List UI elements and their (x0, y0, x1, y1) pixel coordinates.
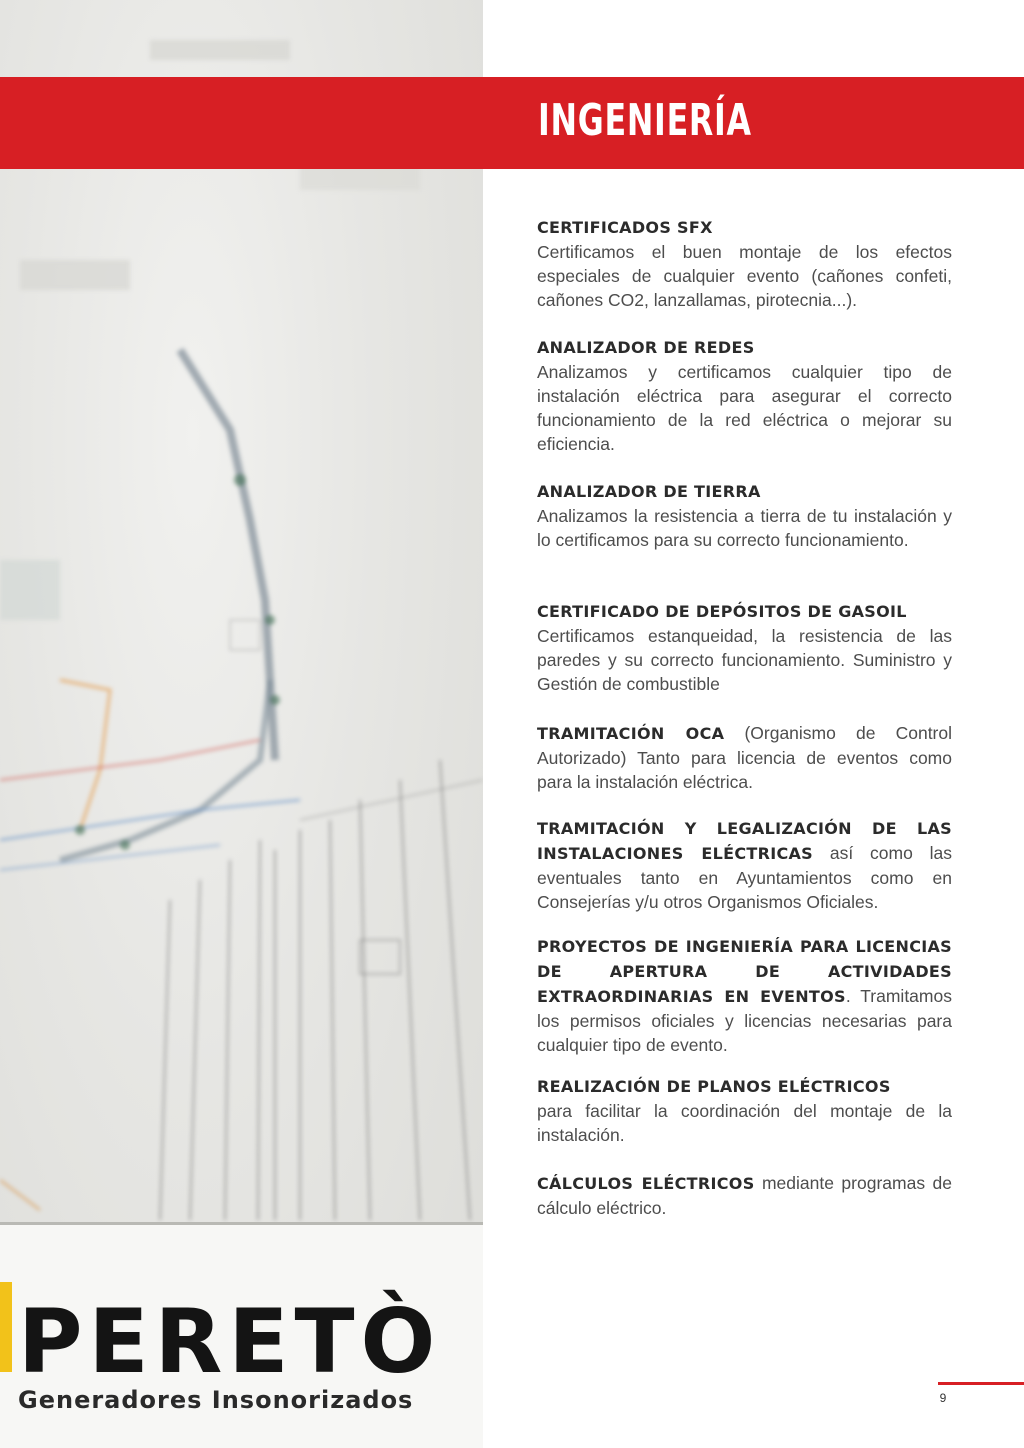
page-title: INGENIERÍA (538, 95, 752, 146)
service-heading: CÁLCULOS ELÉCTRICOS (537, 1174, 755, 1193)
service-section (537, 816, 952, 914)
service-section (537, 934, 952, 1057)
page-number: 9 (939, 1391, 947, 1405)
service-description: Certificamos el buen montaje de los efectos especiales de cualquier evento (cañones confeti, cañones CO2, lanzallamas, pirotecnia...). (537, 242, 952, 310)
service-description: Certificamos estanqueidad, la resistencia de las paredes y su correcto funcionamiento. Suministro y Gestión de combustible (537, 626, 952, 694)
service-description: . Tramitamos los permisos oficiales y licencias necesarias para cualquier tipo de evento. (537, 986, 952, 1055)
service-description: (Organismo de Control Autorizado) Tanto para licencia de eventos como para la instalación eléctrica. (537, 723, 952, 792)
service-heading: REALIZACIÓN DE PLANOS ELÉCTRICOS (537, 1077, 891, 1096)
service-section (537, 721, 952, 794)
service-heading: TRAMITACIÓN Y LEGALIZACIÓN DE LAS INSTALACIONES ELÉCTRICAS (537, 819, 952, 863)
service-heading: CERTIFICADOS SFX (537, 218, 713, 237)
title-band (0, 77, 1024, 169)
service-section (537, 336, 952, 456)
service-description: Analizamos y certificamos cualquier tipo de instalación eléctrica para asegurar el correcto funcionamiento de la red eléctrica o mejorar su eficiencia. (537, 362, 952, 454)
service-heading: TRAMITACIÓN OCA (537, 724, 725, 743)
service-section (537, 600, 952, 696)
footer-rule (938, 1382, 1024, 1385)
brand-logo-mark (0, 1282, 12, 1372)
service-section (537, 216, 952, 312)
service-description: así como las eventuales tanto en Ayuntamientos como en Consejerías y/u otros Organismos Oficiales. (537, 843, 952, 912)
service-heading: PROYECTOS DE INGENIERÍA PARA LICENCIAS DE APERTURA DE ACTIVIDADES EXTRAORDINARIAS EN EVENTOS (537, 937, 952, 1006)
service-heading: CERTIFICADO DE DEPÓSITOS DE GASOIL (537, 602, 907, 621)
service-section (537, 1171, 952, 1220)
service-section (537, 480, 952, 552)
service-description: mediante programas de cálculo eléctrico. (537, 1173, 952, 1218)
service-description: para facilitar la coordinación del montaje de la instalación. (537, 1101, 952, 1145)
brand-tagline: Generadores Insonorizados (18, 1386, 414, 1414)
blueprint-photo (0, 0, 483, 1448)
service-heading: ANALIZADOR DE TIERRA (537, 482, 761, 501)
service-heading: ANALIZADOR DE REDES (537, 338, 755, 357)
service-section (537, 1075, 952, 1147)
service-description: Analizamos la resistencia a tierra de tu instalación y lo certificamos para su correcto funcionamiento. (537, 506, 952, 550)
brand-name: PERETÒ (18, 1290, 442, 1393)
